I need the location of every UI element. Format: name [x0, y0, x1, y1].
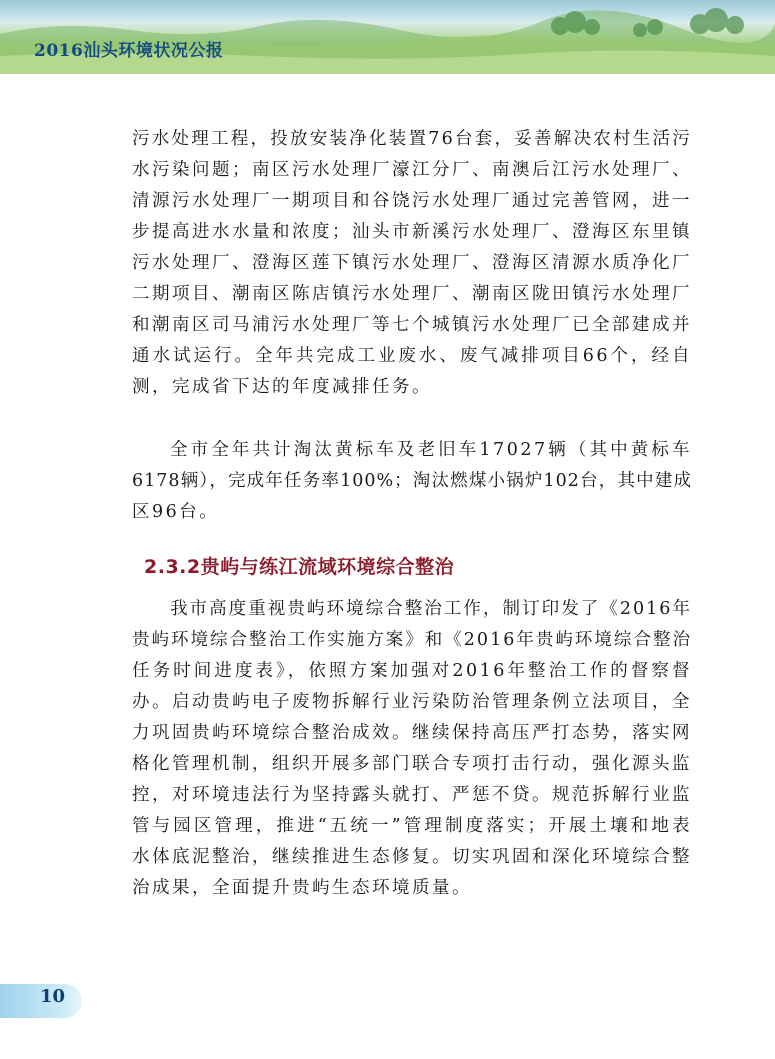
text-line: 污水处理工程，投放安装净化装置76台套，妥善解决农村生活污 — [132, 129, 693, 149]
text-line: 步提高进水水量和浓度；汕头市新溪污水处理厂、澄海区东里镇 — [132, 222, 692, 242]
text-line: 任务时间进度表》，依照方案加强对2016年整治工作的督察督 — [132, 661, 692, 681]
text-line: 办。启动贵屿电子废物拆解行业污染防治管理条例立法项目，全 — [132, 692, 692, 712]
text-line: 贵屿环境综合整治工作实施方案》和《2016年贵屿环境综合整治 — [132, 630, 692, 650]
text-line: 水体底泥整治，继续推进生态修复。切实巩固和深化环境综合整 — [132, 847, 692, 867]
text-line: 控，对环境违法行为坚持露头就打、严惩不贷。规范拆解行业监 — [132, 785, 692, 805]
page-number: 10 — [40, 986, 66, 1007]
text-line: 全市全年共计淘汰黄标车及老旧车17027辆（其中黄标车 — [170, 440, 692, 460]
text-line: 6178辆），完成年任务率100%；淘汰燃煤小锅炉102台，其中建成 — [132, 471, 692, 491]
text-line: 力巩固贵屿环境综合整治成效。继续保持高压严打态势，落实网 — [132, 723, 692, 743]
section-heading: 2.3.2贵屿与练江流域环境综合整治 — [144, 556, 455, 578]
text-line: 通水试运行。全年共完成工业废水、废气减排项目66个，经自 — [132, 346, 692, 366]
text-line: 二期项目、潮南区陈店镇污水处理厂、潮南区陇田镇污水处理厂 — [132, 284, 692, 304]
text-line: 和潮南区司马浦污水处理厂等七个城镇污水处理厂已全部建成并 — [132, 315, 692, 335]
paragraph-vehicle-elimination — [132, 435, 692, 528]
text-line: 管与园区管理，推进“五统一”管理制度落实；开展土壤和地表 — [132, 816, 692, 836]
paragraph-sewage-treatment — [132, 124, 692, 403]
text-line: 区96台。 — [132, 502, 220, 522]
text-line: 污水处理厂、澄海区莲下镇污水处理厂、澄海区清源水质净化厂 — [132, 253, 692, 273]
text-line: 治成果，全面提升贵屿生态环境质量。 — [132, 878, 472, 898]
text-line: 我市高度重视贵屿环境综合整治工作，制订印发了《2016年 — [170, 599, 692, 619]
header-title: 2016汕头环境状况公报 — [34, 41, 224, 61]
text-line: 清源污水处理厂一期项目和谷饶污水处理厂通过完善管网，进一 — [132, 191, 692, 211]
paragraph-guiyu-remediation — [132, 594, 692, 904]
text-line: 水污染问题；南区污水处理厂濠江分厂、南澳后江污水处理厂、 — [132, 160, 692, 180]
text-line: 测，完成省下达的年度减排任务。 — [132, 377, 432, 397]
text-line: 格化管理机制，组织开展多部门联合专项打击行动，强化源头监 — [132, 754, 692, 774]
